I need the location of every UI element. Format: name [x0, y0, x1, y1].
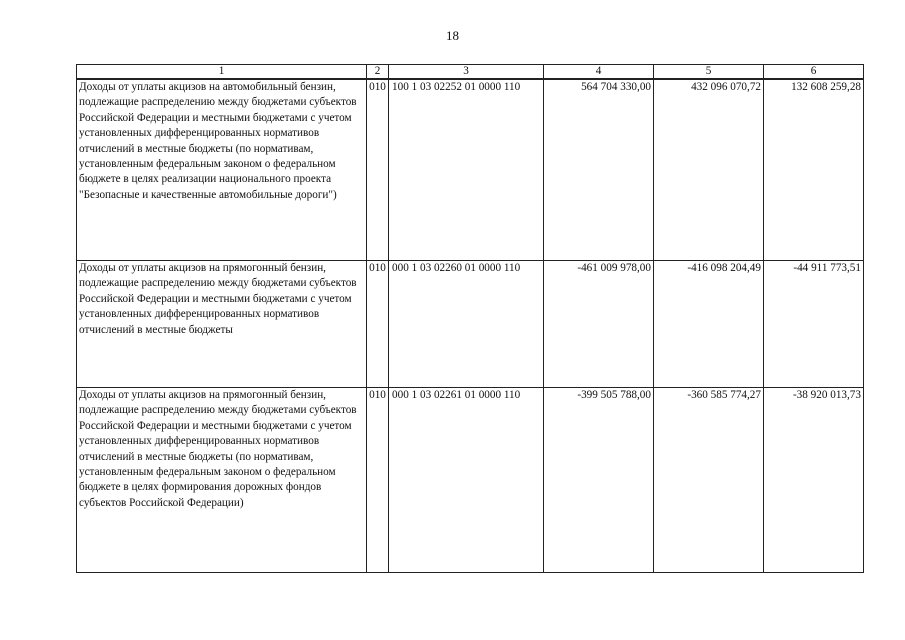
amount-cell-col4: -461 009 978,00 [544, 261, 654, 388]
budget-classification-code-cell: 000 1 03 02261 01 0000 110 [389, 388, 544, 573]
amount-cell-col5: 432 096 070,72 [654, 79, 764, 261]
column-number-2: 2 [367, 65, 389, 80]
admin-code-cell: 010 [367, 388, 389, 573]
table-row [77, 79, 864, 261]
revenue-name-cell: Доходы от уплаты акцизов на прямогонный бензин, подлежащие распределению между бюджетами субъектов Российской Федерации и местными бюджетами с учетом установленных дифференцированных нормативов отчислений в местные бюджеты [77, 261, 367, 388]
page-number: 18 [446, 28, 459, 43]
amount-cell-col4: -399 505 788,00 [544, 388, 654, 573]
admin-code-cell: 010 [367, 79, 389, 261]
revenue-name-cell: Доходы от уплаты акцизов на автомобильный бензин, подлежащие распределению между бюджетами субъектов Российской Федерации и местными бюджетами с учетом установленных дифференцированных нормативов отчислений в местные бюджеты (по нормативам, установленным федеральным законом о федеральном бюджете в целях реализации национального проекта "Безопасные и качественные автомобильные дороги") [77, 79, 367, 261]
column-number-6: 6 [764, 65, 864, 80]
amount-cell-col6: -38 920 013,73 [764, 388, 864, 573]
budget-classification-code-cell: 000 1 03 02260 01 0000 110 [389, 261, 544, 388]
budget-revenue-table [76, 64, 864, 573]
column-number-4: 4 [544, 65, 654, 80]
revenue-name-cell: Доходы от уплаты акцизов на прямогонный бензин, подлежащие распределению между бюджетами субъектов Российской Федерации и местными бюджетами с учетом установленных дифференцированных нормативов отчислений в местные бюджеты (по нормативам, установленным федеральным законом о федеральном бюджете в целях формирования дорожных фондов субъектов Российской Федерации) [77, 388, 367, 573]
amount-cell-col4: 564 704 330,00 [544, 79, 654, 261]
table-row [77, 388, 864, 573]
column-number-row [77, 65, 864, 80]
budget-classification-code-cell: 100 1 03 02252 01 0000 110 [389, 79, 544, 261]
column-number-5: 5 [654, 65, 764, 80]
amount-cell-col6: 132 608 259,28 [764, 79, 864, 261]
column-number-1: 1 [77, 65, 367, 80]
admin-code-cell: 010 [367, 261, 389, 388]
table-row [77, 261, 864, 388]
column-number-3: 3 [389, 65, 544, 80]
amount-cell-col5: -360 585 774,27 [654, 388, 764, 573]
amount-cell-col6: -44 911 773,51 [764, 261, 864, 388]
amount-cell-col5: -416 098 204,49 [654, 261, 764, 388]
